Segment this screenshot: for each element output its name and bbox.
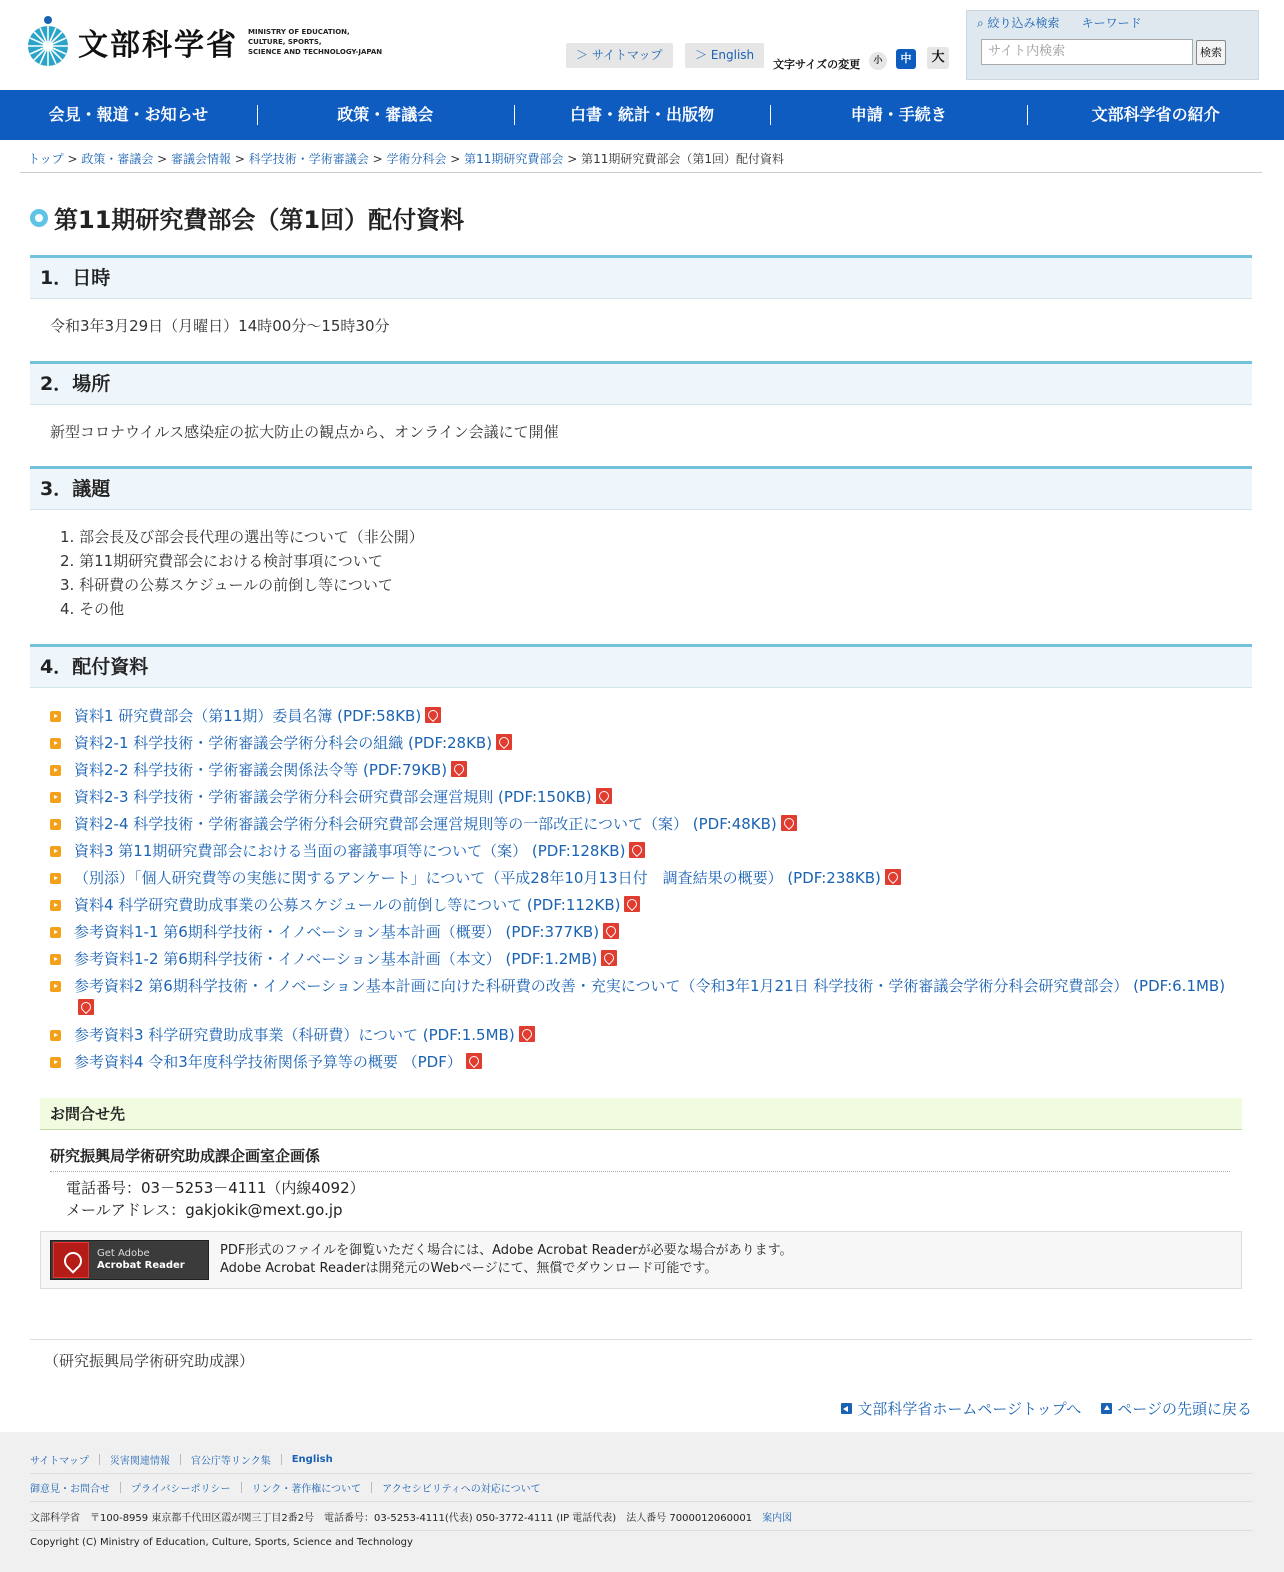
search-button[interactable]: 検索 bbox=[1196, 40, 1226, 65]
footer bbox=[0, 1432, 1284, 1572]
contact-heading: お問合せ先 bbox=[40, 1098, 1242, 1130]
pdf-icon bbox=[451, 761, 467, 777]
section-heading-agenda: 3．議題 bbox=[30, 466, 1252, 510]
contact-org: 研究振興局学術研究助成課企画室企画係 bbox=[50, 1145, 1230, 1172]
list-item bbox=[50, 1024, 1240, 1046]
material-link[interactable]: 参考資料1-1 第6期科学技術・イノベーション基本計画（概要） (PDF:377KB) bbox=[74, 923, 600, 941]
list-item bbox=[50, 786, 1240, 808]
arrow-up-icon bbox=[1101, 1403, 1112, 1414]
list-item bbox=[50, 1051, 1240, 1073]
bullet-arrow-icon bbox=[50, 927, 61, 938]
pdf-icon bbox=[601, 950, 617, 966]
pdf-icon bbox=[466, 1053, 482, 1069]
bottom-links bbox=[841, 1398, 1252, 1419]
bullet-arrow-icon bbox=[50, 954, 61, 965]
acrobat-icon bbox=[53, 1242, 89, 1278]
copyright: Copyright (C) Ministry of Education, Culture, Sports, Science and Technology bbox=[30, 1537, 413, 1548]
english-link[interactable]: ＞ English bbox=[685, 43, 764, 68]
acrobat-message: PDF形式のファイルを御覧いただく場合には、Adobe Acrobat Readerが必要な場合があります。 Adobe Acrobat Readerは開発元のWebページにて、無償でダウンロード可能です。 bbox=[220, 1243, 793, 1276]
font-size-small-button[interactable]: 小 bbox=[869, 52, 887, 70]
logo-mark-icon bbox=[22, 16, 74, 68]
agenda-item: 2. 第11期研究費部会における検討事項について bbox=[60, 552, 383, 570]
footer-link[interactable]: アクセシビリティへの対応について bbox=[382, 1484, 541, 1495]
bullet-arrow-icon bbox=[50, 711, 61, 722]
header bbox=[0, 0, 1284, 90]
footer-link[interactable]: English bbox=[291, 1454, 333, 1465]
agenda-item: 3. 科研費の公募スケジュールの前倒し等について bbox=[60, 576, 393, 594]
material-link[interactable]: 資料1 研究費部会（第11期）委員名簿 (PDF:58KB) bbox=[74, 707, 422, 725]
material-link[interactable]: 資料2-3 科学技術・学術審議会学術分科会研究費部会運営規則 (PDF:150KB) bbox=[74, 788, 592, 806]
breadcrumb-link[interactable]: 第11期研究費部会 bbox=[464, 152, 564, 166]
list-item bbox=[50, 894, 1240, 916]
footer-link[interactable]: サイトマップ bbox=[30, 1456, 89, 1467]
search-tabs bbox=[977, 14, 1142, 31]
breadcrumb: トップ > 政策・審議会 > 審議会情報 > 科学技術・学術審議会 > 学術分科会 > 第11期研究費部会 > 第11期研究費部会（第1回）配付資料 bbox=[28, 152, 785, 166]
footer-link[interactable]: 官公庁等リンク集 bbox=[190, 1456, 271, 1467]
sitemap-link[interactable]: ＞ サイトマップ bbox=[566, 43, 673, 68]
logo-text: 文部科学省 bbox=[78, 28, 238, 63]
bullet-arrow-icon bbox=[50, 819, 61, 830]
global-nav bbox=[0, 90, 1284, 140]
list-item bbox=[50, 921, 1240, 943]
list-item bbox=[50, 975, 1240, 1019]
material-link[interactable]: 資料3 第11期研究費部会における当面の審議事項等について（案） (PDF:128KB) bbox=[74, 842, 626, 860]
footer-link[interactable]: 御意見・お問合せ bbox=[30, 1484, 110, 1495]
datetime-text: 令和3年3月29日（月曜日）14時00分～15時30分 bbox=[50, 317, 390, 335]
list-item bbox=[50, 840, 1240, 862]
contact-email: メールアドレス：gakjokik@mext.go.jp bbox=[66, 1201, 343, 1219]
list-item bbox=[50, 732, 1240, 754]
material-link[interactable]: 資料2-1 科学技術・学術審議会学術分科会の組織 (PDF:28KB) bbox=[74, 734, 493, 752]
search-tab-filter[interactable]: ⌕ 絞り込み検索 bbox=[977, 16, 1060, 30]
material-link[interactable]: （別添）「個人研究費等の実態に関するアンケート」について（平成28年10月13日付 調査結果の概要） (PDF:238KB) bbox=[74, 869, 881, 887]
bullet-arrow-icon bbox=[50, 873, 61, 884]
divider bbox=[20, 172, 1262, 173]
footer-address: 文部科学省 〒100-8959 東京都千代田区霞が関三丁目2番2号 電話番号：03-5253-4111(代表) 050-3772-4111 (IP 電話代表) 法人番号 7000012060001 案内図 bbox=[30, 1509, 792, 1524]
pdf-icon bbox=[78, 999, 94, 1015]
bullet-arrow-icon bbox=[50, 765, 61, 776]
divider bbox=[30, 1339, 1252, 1340]
page-title-text: 第11期研究費部会（第1回）配付資料 bbox=[54, 206, 465, 234]
materials-list bbox=[50, 705, 1240, 1078]
divider bbox=[30, 1473, 1252, 1474]
breadcrumb-link[interactable]: 審議会情報 bbox=[171, 152, 232, 166]
pdf-icon bbox=[603, 923, 619, 939]
bullet-arrow-icon bbox=[50, 1057, 61, 1068]
section-heading-place: 2．場所 bbox=[30, 361, 1252, 405]
breadcrumb-link[interactable]: 政策・審議会 bbox=[81, 152, 154, 166]
nav-item-applications[interactable]: 申請・手続き bbox=[770, 90, 1027, 140]
list-item bbox=[50, 705, 1240, 727]
get-acrobat-button[interactable]: Get Adobe Acrobat Reader bbox=[50, 1240, 209, 1280]
section-heading-datetime: 1．日時 bbox=[30, 255, 1252, 299]
pdf-icon bbox=[629, 842, 645, 858]
acrobat-notice bbox=[40, 1231, 1242, 1289]
pdf-icon bbox=[885, 869, 901, 885]
nav-item-press[interactable]: 会見・報道・お知らせ bbox=[48, 105, 209, 124]
material-link[interactable]: 資料2-4 科学技術・学術審議会学術分科会研究費部会運営規則等の一部改正について（案） (PDF:48KB) bbox=[74, 815, 777, 833]
footer-link[interactable]: プライバシーポリシー bbox=[131, 1484, 231, 1495]
footer-links-row1 bbox=[30, 1452, 333, 1467]
pdf-icon bbox=[596, 788, 612, 804]
material-link[interactable]: 資料4 科学研究費助成事業の公募スケジュールの前倒し等について (PDF:112KB) bbox=[74, 896, 621, 914]
filter-search-icon: ⌕ bbox=[977, 16, 988, 30]
arrow-left-icon bbox=[841, 1403, 852, 1414]
home-top-link[interactable]: 文部科学省ホームページトップへ bbox=[841, 1398, 1081, 1419]
bullet-arrow-icon bbox=[50, 738, 61, 749]
font-size-medium-button[interactable]: 中 bbox=[896, 49, 916, 69]
logo-subtitle: MINISTRY OF EDUCATION, CULTURE, SPORTS, SCIENCE AND TECHNOLOGY-JAPAN bbox=[248, 28, 383, 56]
breadcrumb-current: 第11期研究費部会（第1回）配付資料 bbox=[581, 152, 785, 166]
map-link[interactable]: 案内図 bbox=[762, 1513, 793, 1524]
material-link[interactable]: 参考資料2 第6期科学技術・イノベーション基本計画に向けた科研費の改善・充実について（令和3年1月21日 科学技術・学術審議会学術分科会研究費部会） (PDF:6.1MB) bbox=[74, 977, 1226, 995]
material-link[interactable]: 参考資料4 令和3年度科学技術関係予算等の概要 （PDF） bbox=[74, 1053, 462, 1071]
title-bullet-icon bbox=[30, 209, 48, 227]
nav-item-publications[interactable]: 白書・統計・出版物 bbox=[514, 90, 771, 140]
divider bbox=[30, 1530, 1252, 1531]
contact-info bbox=[66, 1177, 365, 1221]
bullet-arrow-icon bbox=[50, 900, 61, 911]
material-link[interactable]: 資料2-2 科学技術・学術審議会関係法令等 (PDF:79KB) bbox=[74, 761, 448, 779]
footer-link[interactable]: 災害関連情報 bbox=[109, 1456, 170, 1467]
agenda-item: 4. その他 bbox=[60, 600, 125, 618]
pdf-icon bbox=[425, 707, 441, 723]
section-heading-materials: 4．配付資料 bbox=[30, 644, 1252, 688]
search-box bbox=[966, 10, 1259, 80]
page-top-link[interactable]: ページの先頭に戻る bbox=[1101, 1398, 1252, 1419]
divider bbox=[30, 1501, 1252, 1502]
font-size-label: 文字サイズの変更 bbox=[773, 58, 861, 71]
contact-phone: 電話番号：03－5253－4111（内線4092） bbox=[66, 1179, 365, 1197]
list-item bbox=[50, 813, 1240, 835]
page-title bbox=[30, 200, 464, 235]
list-item bbox=[50, 948, 1240, 970]
bullet-arrow-icon bbox=[50, 1030, 61, 1041]
agenda-list bbox=[60, 525, 424, 621]
list-item bbox=[50, 867, 1240, 889]
pdf-icon bbox=[781, 815, 797, 831]
font-size-large-button[interactable]: 大 bbox=[927, 47, 949, 69]
place-text: 新型コロナウイルス感染症の拡大防止の観点から、オンライン会議にて開催 bbox=[50, 423, 559, 441]
bullet-arrow-icon bbox=[50, 792, 61, 803]
footer-link[interactable]: リンク・著作権について bbox=[251, 1484, 362, 1495]
list-item bbox=[50, 759, 1240, 781]
bullet-arrow-icon bbox=[50, 846, 61, 857]
nav-item-about[interactable]: 文部科学省の紹介 bbox=[1027, 90, 1284, 140]
site-logo[interactable] bbox=[22, 16, 382, 68]
bullet-arrow-icon bbox=[50, 981, 61, 992]
agenda-item: 1. 部会長及び部会長代理の選出等について（非公開） bbox=[60, 528, 424, 546]
nav-item-policy[interactable]: 政策・審議会 bbox=[257, 90, 514, 140]
material-link[interactable]: 参考資料1-2 第6期科学技術・イノベーション基本計画（本文） (PDF:1.2MB) bbox=[74, 950, 598, 968]
search-input[interactable]: サイト内検索 bbox=[981, 39, 1193, 65]
pdf-icon bbox=[496, 734, 512, 750]
breadcrumb-link[interactable]: トップ bbox=[28, 152, 64, 166]
breadcrumb-link[interactable]: 科学技術・学術審議会 bbox=[248, 152, 369, 166]
footer-links-row2 bbox=[30, 1480, 541, 1495]
pdf-icon bbox=[519, 1026, 535, 1042]
pdf-icon bbox=[624, 896, 640, 912]
department-name: （研究振興局学術研究助成課） bbox=[44, 1352, 255, 1370]
material-link[interactable]: 参考資料3 科学研究費助成事業（科研費）について (PDF:1.5MB) bbox=[74, 1026, 515, 1044]
search-tab-keyword[interactable]: キーワード bbox=[1081, 16, 1142, 30]
breadcrumb-link[interactable]: 学術分科会 bbox=[386, 152, 447, 166]
